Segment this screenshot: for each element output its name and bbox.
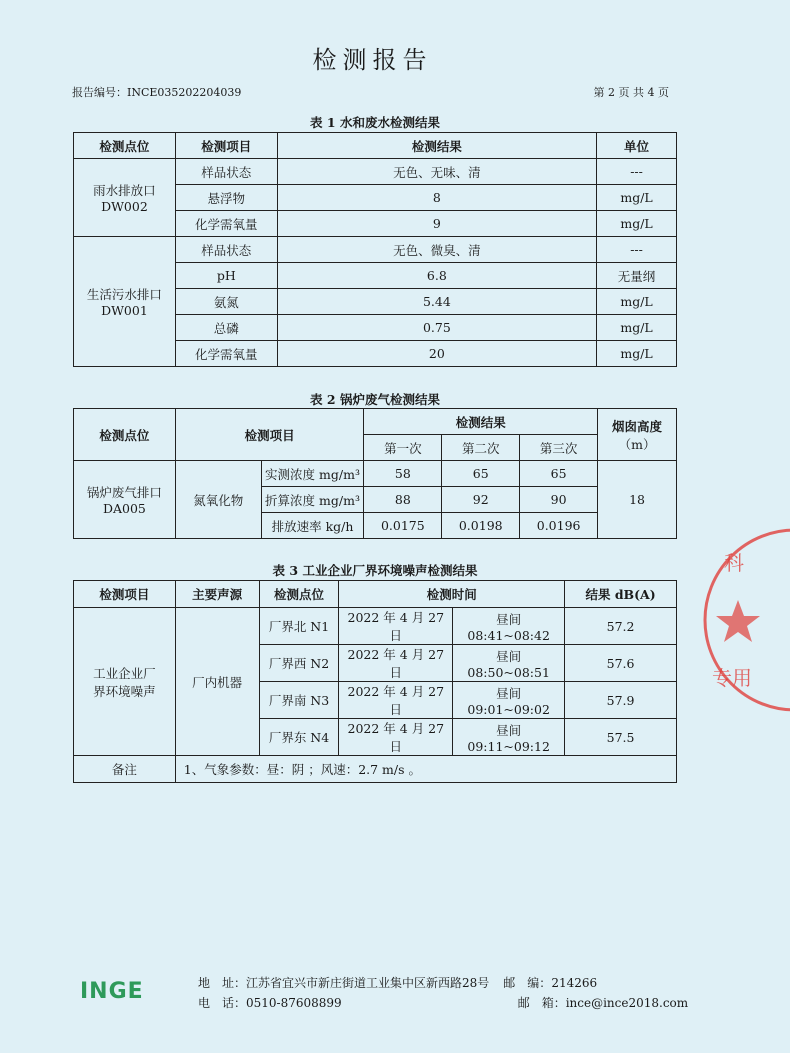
date-cell: 2022 年 4 月 27 日 xyxy=(339,719,453,756)
unit-cell: 无量纲 xyxy=(597,263,677,289)
table2-caption: 表 2 锅炉废气检测结果 xyxy=(310,392,440,407)
item-cell: 样品状态 xyxy=(175,159,277,185)
table-row xyxy=(74,461,677,487)
noise-item-cell: 工业企业厂 界环境噪声 xyxy=(74,608,176,756)
unit-cell: --- xyxy=(597,237,677,263)
point-cell: 厂界南 N3 xyxy=(259,682,339,719)
noise-source-cell: 厂内机器 xyxy=(175,608,259,756)
date-cell: 2022 年 4 月 27 日 xyxy=(339,682,453,719)
official-stamp xyxy=(700,520,790,720)
date-cell: 2022 年 4 月 27 日 xyxy=(339,645,453,682)
location-cell: 生活污水排口 DW001 xyxy=(74,237,176,367)
unit-cell: mg/L xyxy=(597,211,677,237)
report-number: 报告编号：INCE035202204039 xyxy=(72,86,242,99)
point-cell: 厂界东 N4 xyxy=(259,719,339,756)
db-cell: 57.9 xyxy=(565,682,677,719)
table2-header-result: 检测结果 xyxy=(364,409,598,435)
time-cell: 昼间 09:01~09:02 xyxy=(453,682,565,719)
table2-header-item: 检测项目 xyxy=(175,409,364,461)
item-cell: pH xyxy=(175,263,277,289)
table3-header-time: 检测时间 xyxy=(339,581,565,608)
db-cell: 57.2 xyxy=(565,608,677,645)
table3-header-source: 主要声源 xyxy=(175,581,259,608)
time-cell: 昼间 08:41~08:42 xyxy=(453,608,565,645)
table1-header-unit: 单位 xyxy=(597,133,677,159)
table3-caption: 表 3 工业企业厂界环境噪声检测结果 xyxy=(272,563,478,578)
unit-cell: mg/L xyxy=(597,289,677,315)
table2-header-run-3: 第三次 xyxy=(520,435,598,461)
remark-text: 1、气象参数：昼：阴 ；风速：2.7 m/s 。 xyxy=(175,756,676,783)
footer-contact xyxy=(198,973,688,1013)
item-cell: 悬浮物 xyxy=(175,185,277,211)
phone-label: 电 话： xyxy=(198,996,247,1010)
unit-cell: mg/L xyxy=(597,315,677,341)
metric-cell: 实测浓度 mg/m³ xyxy=(261,461,364,487)
unit-cell: mg/L xyxy=(597,185,677,211)
table2-header-run-2: 第二次 xyxy=(442,435,520,461)
postcode-value: 214266 xyxy=(551,976,598,990)
location-cell: 雨水排放口 DW002 xyxy=(74,159,176,237)
time-cell: 昼间 09:11~09:12 xyxy=(453,719,565,756)
time-cell: 昼间 08:50~08:51 xyxy=(453,645,565,682)
db-cell: 57.6 xyxy=(565,645,677,682)
table2-header-run-1: 第一次 xyxy=(364,435,442,461)
table3-header-item: 检测项目 xyxy=(74,581,176,608)
result-cell: 8 xyxy=(277,185,596,211)
stamp-text-bottom: 专用 xyxy=(712,666,752,690)
page-title: 检测报告 xyxy=(312,46,433,74)
result-cell: 5.44 xyxy=(277,289,596,315)
value-cell: 0.0198 xyxy=(442,513,520,539)
unit-cell: --- xyxy=(597,159,677,185)
inge-logo xyxy=(80,977,166,1003)
remark-label: 备注 xyxy=(74,756,176,783)
table1-header-item: 检测项目 xyxy=(175,133,277,159)
item-cell: 总磷 xyxy=(175,315,277,341)
postcode-label: 邮 编： xyxy=(503,976,552,990)
value-cell: 90 xyxy=(520,487,598,513)
stack-height-cell: 18 xyxy=(598,461,677,539)
table3-header-result: 结果 dB(A) xyxy=(565,581,677,608)
db-cell: 57.5 xyxy=(565,719,677,756)
table2-header-location: 检测点位 xyxy=(74,409,176,461)
email-label: 邮 箱： xyxy=(517,996,566,1010)
table1-header-result: 检测结果 xyxy=(277,133,596,159)
address-value: 江苏省宜兴市新庄街道工业集中区新西路28号 xyxy=(246,976,490,990)
item-cell: 化学需氧量 xyxy=(175,211,277,237)
metric-cell: 折算浓度 mg/m³ xyxy=(261,487,364,513)
value-cell: 58 xyxy=(364,461,442,487)
unit-cell: mg/L xyxy=(597,341,677,367)
result-cell: 9 xyxy=(277,211,596,237)
metric-cell: 排放速率 kg/h xyxy=(261,513,364,539)
table1-caption: 表 1 水和废水检测结果 xyxy=(310,115,440,130)
table-row xyxy=(74,237,677,263)
value-cell: 65 xyxy=(442,461,520,487)
point-cell: 厂界西 N2 xyxy=(259,645,339,682)
value-cell: 88 xyxy=(364,487,442,513)
boiler-gas-table xyxy=(73,408,677,539)
result-cell: 20 xyxy=(277,341,596,367)
table1-header-location: 检测点位 xyxy=(74,133,176,159)
item-cell: 化学需氧量 xyxy=(175,341,277,367)
page-info: 第 2 页 共 4 页 xyxy=(593,86,669,99)
stamp-text-top: 科 xyxy=(724,551,744,575)
result-cell: 0.75 xyxy=(277,315,596,341)
table-row xyxy=(74,159,677,185)
result-cell: 无色、微臭、清 xyxy=(277,237,596,263)
location-cell: 锅炉废气排口 DA005 xyxy=(74,461,176,539)
phone-value: 0510-87608899 xyxy=(246,996,342,1010)
logo-text: INGE xyxy=(80,979,144,1004)
value-cell: 92 xyxy=(442,487,520,513)
address-label: 地 址： xyxy=(198,976,247,990)
value-cell: 65 xyxy=(520,461,598,487)
pollutant-cell: 氮氧化物 xyxy=(175,461,261,539)
noise-results-table xyxy=(73,580,677,783)
value-cell: 0.0175 xyxy=(364,513,442,539)
table2-header-stack-height: 烟囱高度 （m） xyxy=(598,409,677,461)
table-row xyxy=(74,756,677,783)
date-cell: 2022 年 4 月 27 日 xyxy=(339,608,453,645)
result-cell: 6.8 xyxy=(277,263,596,289)
table3-header-location: 检测点位 xyxy=(259,581,339,608)
item-cell: 氨氮 xyxy=(175,289,277,315)
value-cell: 0.0196 xyxy=(520,513,598,539)
point-cell: 厂界北 N1 xyxy=(259,608,339,645)
email-value: ince@ince2018.com xyxy=(565,996,689,1010)
water-results-table xyxy=(73,132,677,367)
table-row xyxy=(74,608,677,645)
item-cell: 样品状态 xyxy=(175,237,277,263)
result-cell: 无色、无味、清 xyxy=(277,159,596,185)
